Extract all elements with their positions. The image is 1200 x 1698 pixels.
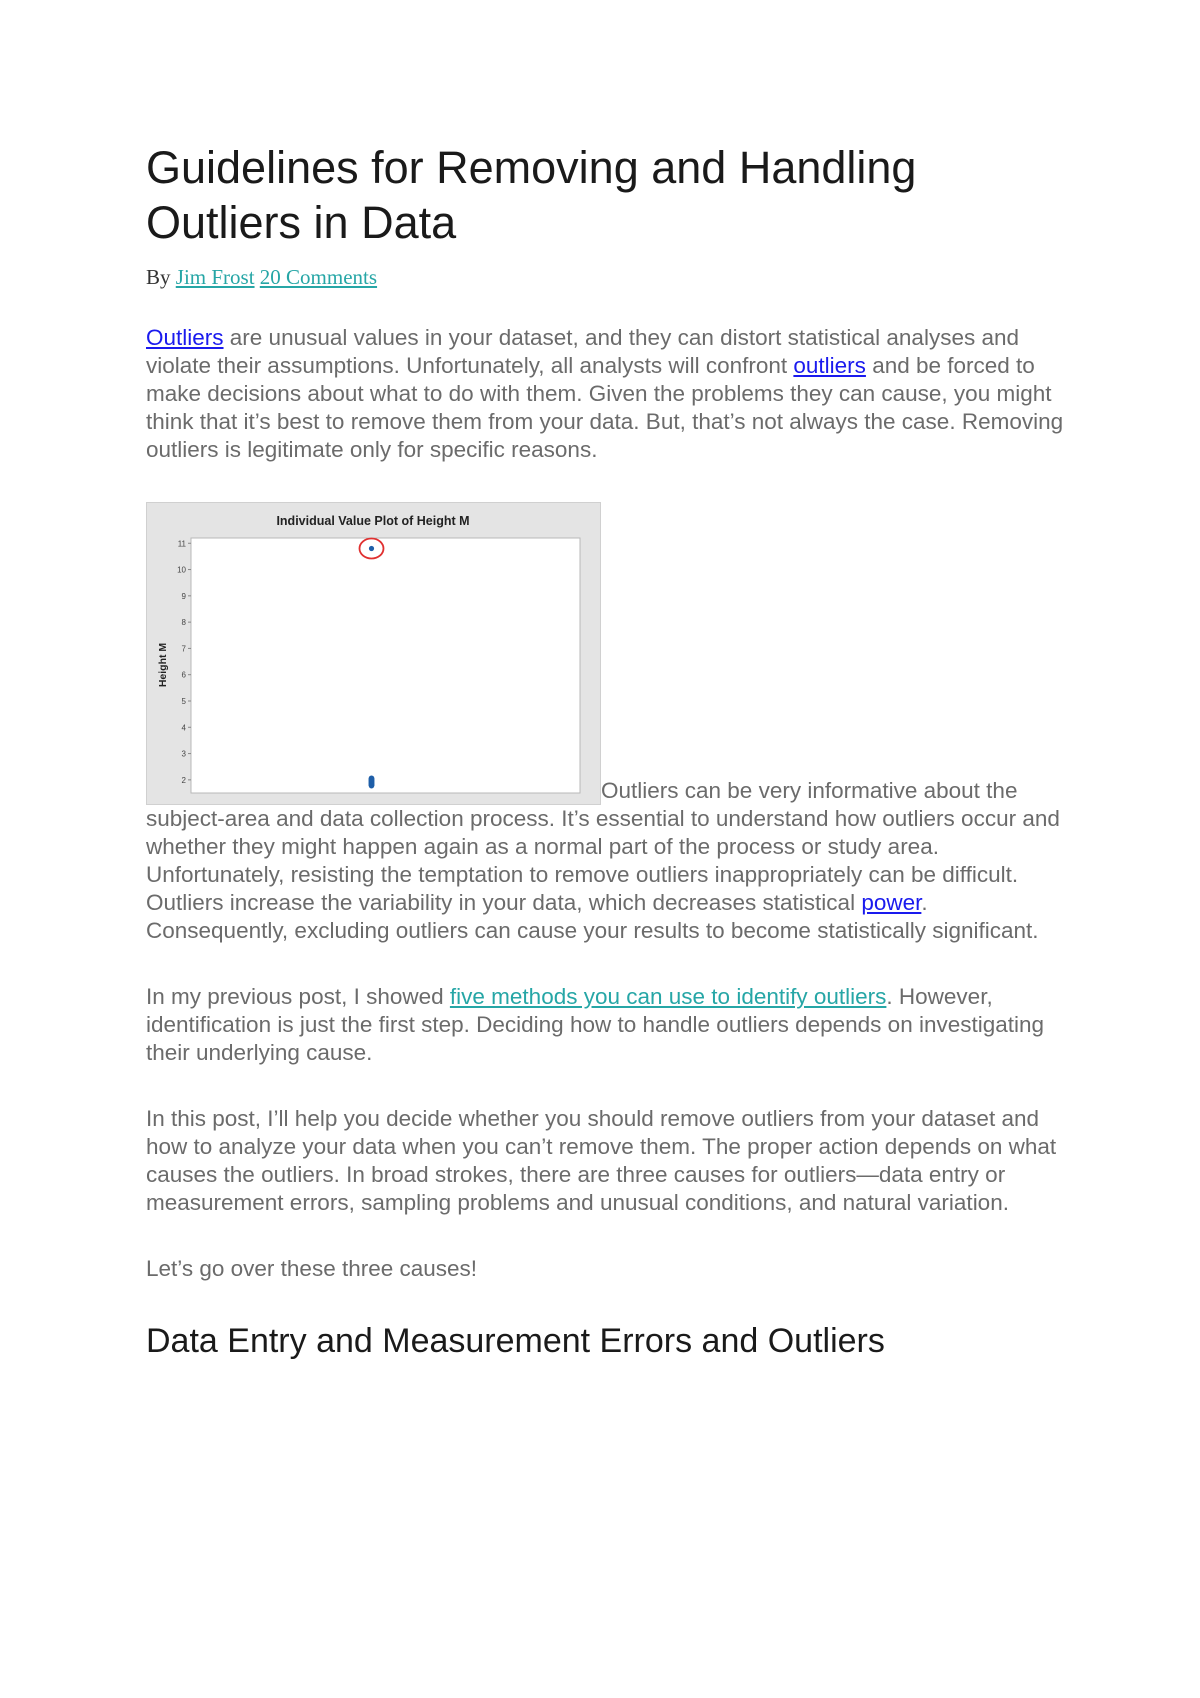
outlier-point [369,546,374,551]
y-axis-ticks [177,539,191,785]
data-point [369,775,375,781]
chart-title: Individual Value Plot of Height M [276,514,470,528]
paragraph-causes: Let’s go over these three causes! [146,1256,478,1281]
plot-area [191,538,580,793]
article [146,140,1066,1361]
y-tick-label: 5 [181,696,186,706]
byline-prefix: By [146,265,171,289]
y-tick-label: 11 [177,539,186,549]
page-title: Guidelines for Removing and Handling Outliers in Data [146,142,917,248]
y-tick-label: 6 [181,670,186,680]
y-tick-label: 4 [181,723,186,733]
paragraph-informative: Individual Value Plot of Height M Height M 2 3 4 5 6 7 8 9 10 11 Outliers can be very informative about the subject-area and data collection process. It’s essential to understand how outliers occur and whether they might happen again as a normal part of the process or study area. Unfortunately, resisting the temptation to remove outliers inappropriately can be difficult. Outliers increase the variability in your data, which decreases statistical power. Consequently, excluding outliers can cause your results to become statistically significant. [146,502,1066,945]
author-link[interactable]: Jim Frost [175,265,255,289]
chart-svg [147,503,600,804]
byline [146,265,1066,290]
y-tick-label: 2 [181,775,186,785]
y-tick-label: 9 [181,591,186,601]
section-heading: Data Entry and Measurement Errors and Outliers [146,1322,885,1360]
outliers-link-2[interactable]: outliers [793,353,866,378]
power-link[interactable]: power [861,890,922,915]
y-axis-label: Height M [157,642,169,688]
outliers-link[interactable]: Outliers [146,325,224,350]
y-tick-label: 3 [181,749,186,759]
y-tick-label: 7 [181,644,186,654]
paragraph-this-post: In this post, I’ll help you decide whether you should remove outliers from your dataset and how to analyze your data when you can’t remove them. The proper action depends on what causes the outliers. In broad strokes, there are three causes for outliers—data entry or measurement errors, sampling problems and unusual conditions, and natural variation. [146,1106,1057,1215]
y-tick-label: 10 [177,565,186,575]
individual-value-plot [146,502,601,805]
comments-link[interactable]: 20 Comments [259,265,378,289]
y-tick-label: 8 [181,618,186,628]
paragraph-previous-post: In my previous post, I showed five methods you can use to identify outliers. However, identification is just the first step. Deciding how to handle outliers depends on investigating their underlying cause. [146,984,1045,1065]
identify-outliers-link[interactable]: five methods you can use to identify outliers [449,984,887,1009]
paragraph-intro: Outliers are unusual values in your dataset, and they can distort statistical analyses and violate their assumptions. Unfortunately, all analysts will confront outliers and be forced to make decisions about what to do with them. Given the problems they can cause, you might think that it’s best to remove them from your data. But, that’s not always the case. Removing outliers is legitimate only for specific reasons. [146,325,1064,462]
